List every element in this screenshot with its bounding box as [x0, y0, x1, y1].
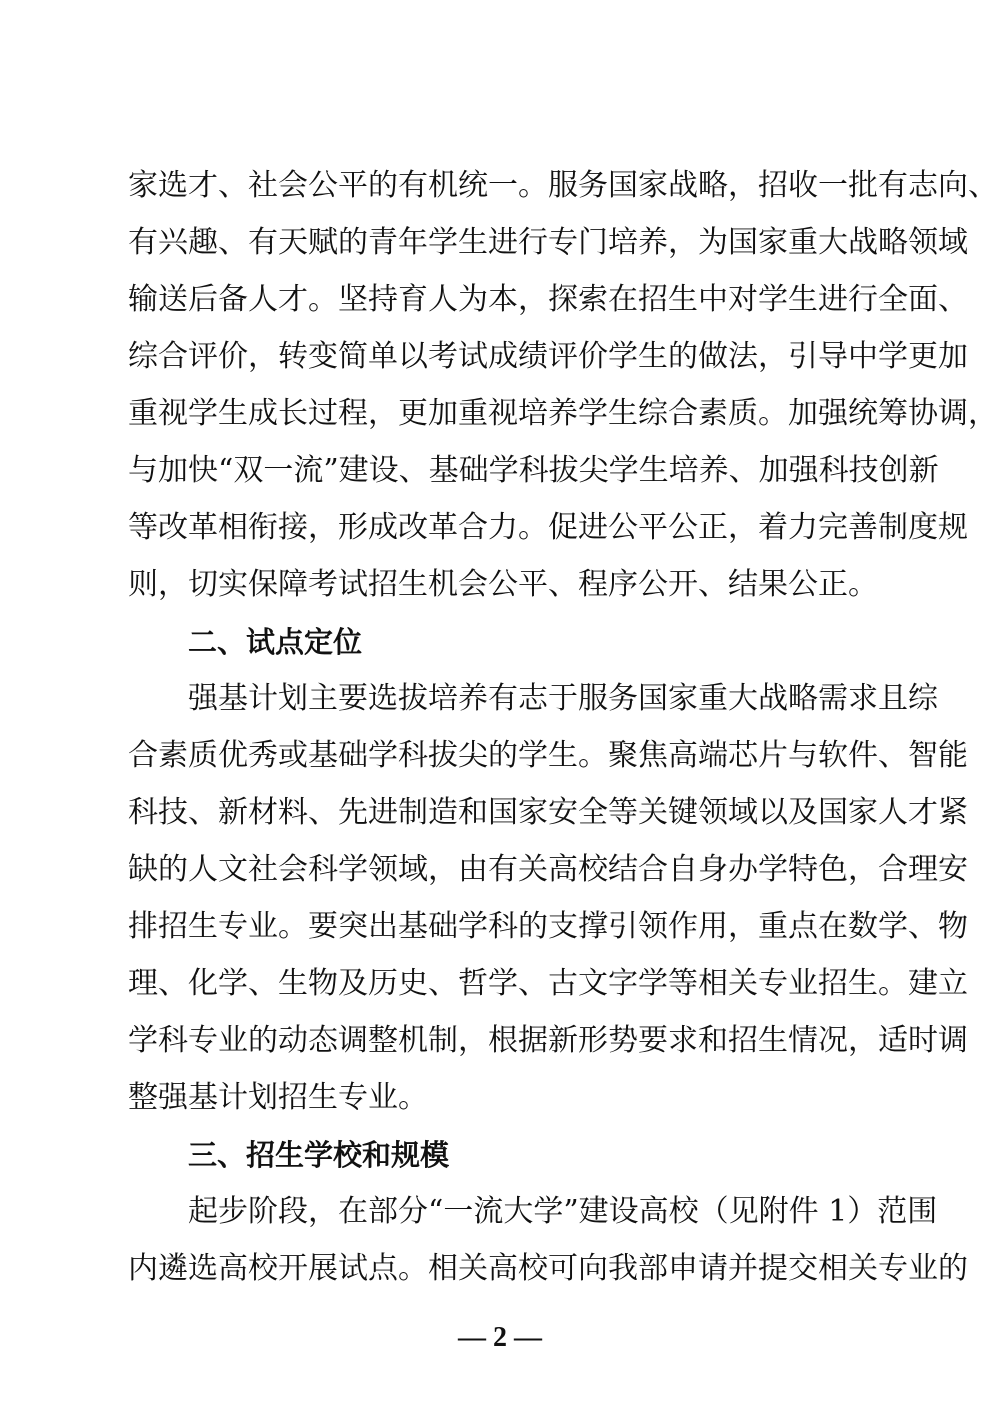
paragraph-line: 内遴选高校开展试点。相关高校可向我部申请并提交相关专业的 — [128, 1251, 968, 1286]
paragraph-line: 家选才、社会公平的有机统一。服务国家战略，招收一批有志向、 — [128, 168, 998, 203]
paragraph-line: 与加快“双一流”建设、基础学科拔尖学生培养、加强科技创新 — [128, 453, 939, 488]
paragraph-line: 强基计划主要选拔培养有志于服务国家重大战略需求且综 — [188, 681, 938, 716]
paragraph-line: 则，切实保障考试招生机会公平、程序公开、结果公正。 — [128, 567, 878, 602]
page-number: — 2 — — [458, 1322, 542, 1353]
paragraph-line: 排招生专业。要突出基础学科的支撑引领作用，重点在数学、物 — [128, 909, 968, 944]
paragraph-line: 整强基计划招生专业。 — [128, 1080, 428, 1115]
paragraph-line: 等改革相衔接，形成改革合力。促进公平公正，着力完善制度规 — [128, 510, 968, 545]
paragraph-line: 理、化学、生物及历史、哲学、古文字学等相关专业招生。建立 — [128, 966, 968, 1001]
paragraph-line: 有兴趣、有天赋的青年学生进行专门培养，为国家重大战略领域 — [128, 225, 968, 260]
paragraph-line: 输送后备人才。坚持育人为本，探索在招生中对学生进行全面、 — [128, 282, 968, 317]
paragraph-line: 起步阶段，在部分“一流大学”建设高校（见附件 1）范围 — [188, 1194, 938, 1229]
paragraph-line: 科技、新材料、先进制造和国家安全等关键领域以及国家人才紧 — [128, 795, 968, 830]
paragraph-line: 综合评价，转变简单以考试成绩评价学生的做法，引导中学更加 — [128, 339, 968, 374]
paragraph-line: 重视学生成长过程，更加重视培养学生综合素质。加强统筹协调， — [128, 396, 998, 431]
section-heading: 三、招生学校和规模 — [188, 1138, 450, 1172]
paragraph-line: 缺的人文社会科学领域，由有关高校结合自身办学特色，合理安 — [128, 852, 968, 887]
paragraph-line: 合素质优秀或基础学科拔尖的学生。聚焦高端芯片与软件、智能 — [128, 738, 968, 773]
paragraph-line: 学科专业的动态调整机制，根据新形势要求和招生情况，适时调 — [128, 1023, 968, 1058]
section-heading: 二、试点定位 — [188, 625, 363, 659]
